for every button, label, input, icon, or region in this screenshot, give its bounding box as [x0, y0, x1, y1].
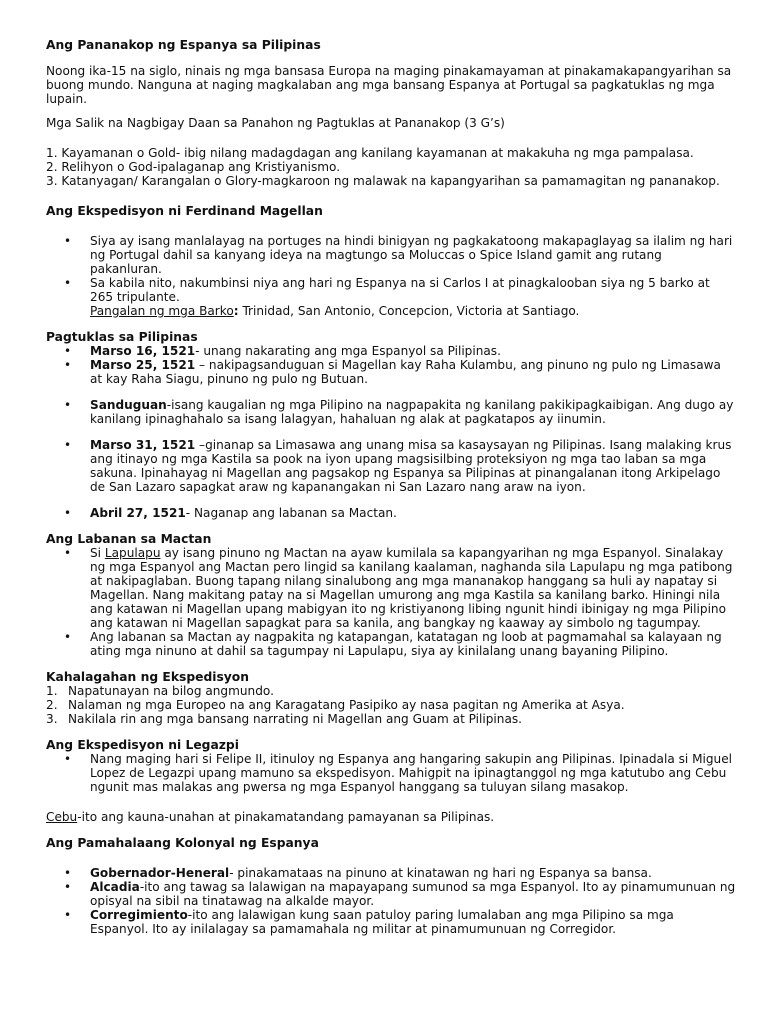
- factors-heading: Mga Salik na Nagbigay Daan sa Panahon ng Pagtuklas at Pananakop (3 G’s): [46, 116, 505, 130]
- legazpi-heading: Ang Ekspedisyon ni Legazpi: [46, 738, 239, 752]
- cebu-text: -ito ang kauna-unahan at pinakamatandang pamayanan sa Pilipinas.: [77, 810, 495, 824]
- list-item: [46, 684, 736, 698]
- list-item: [46, 276, 736, 318]
- pagtuklas-heading: Pagtuklas sa Pilipinas: [46, 330, 198, 344]
- term-label: Corregimiento: [90, 908, 188, 922]
- kahalagahan-list: [46, 684, 736, 726]
- list-item: [46, 908, 736, 936]
- mactan-list: [46, 546, 736, 658]
- magellan-list: [46, 234, 736, 318]
- list-item: [46, 358, 736, 386]
- item-text: -ito ang lalawigan kung saan patuloy paring lumalaban ang mga Pilipino sa mga Espanyol. Ito ay inilalagay sa pamamahala ng militar at pinamumunuan ng Corregidor.: [90, 908, 674, 936]
- list-item: [46, 880, 736, 908]
- document-body: [46, 38, 736, 936]
- item-text: – nakipagsanduguan si Magellan kay Raha Kulambu, ang pinuno ng pulo ng Limasawa at kay Raha Siagu, pinuno ng pulo ng Butuan.: [90, 358, 721, 386]
- list-item: [46, 866, 736, 880]
- item-number: 2.: [46, 698, 58, 712]
- kahalagahan-heading: Kahalagahan ng Ekspedisyon: [46, 670, 250, 684]
- term-label: Sanduguan: [90, 398, 167, 412]
- factor-item: 1. Kayamanan o Gold- ibig nilang madagdagan ang kanilang kayamanan at makakuha ng mga pampalasa.: [46, 146, 694, 160]
- lapulapu-link: Lapulapu: [104, 546, 161, 560]
- factor-item: 2. Relihyon o God-ipalaganap ang Kristiyanismo.: [46, 160, 341, 174]
- ships-colon: :: [233, 304, 239, 318]
- item-text: -isang kaugalian ng mga Pilipino na nagpapakita ng kanilang pakikipagkaibigan. Ang dugo ay kanilang ipinaghahalo sa isang lalagyan, hahaluan ng alak at pagkatapos ay iinumin.: [90, 398, 734, 426]
- factors-list: [46, 146, 736, 188]
- item-text: –ginanap sa Limasawa ang unang misa sa kasaysayan ng Pilipinas. Isang malaking krus ang itinayo ng mga Kastila sa pook na iyon upang magsisilbing proteksiyon ng mga tao laban sa mga sakuna. Ipinahayag ni Magellan ang pagsakop ng Espanya sa Pilipinas at pinangalanan itong Arkipelago de San Lazaro sapagkat araw ng kapanangakan ni San Lazaro nang araw na iyon.: [90, 438, 732, 494]
- magellan-ships-text: Sa kabila nito, nakumbinsi niya ang hari ng Espanya na si Carlos I at pinagkalooban siya ng 5 barko at 265 tripulante.: [90, 276, 710, 304]
- item-text: - Naganap ang labanan sa Mactan.: [185, 506, 397, 520]
- ships-value: Trinidad, San Antonio, Concepcion, Victoria at Santiago.: [238, 304, 580, 318]
- item-text: Nalaman ng mga Europeo na ang Karagatang Pasipiko ay nasa pagitan ng Amerika at Asya.: [68, 698, 625, 712]
- cebu-label: Cebu: [46, 810, 78, 824]
- item-text: - pinakamataas na pinuno at kinatawan ng hari ng Espanya sa bansa.: [229, 866, 652, 880]
- item-text: Napatunayan na bilog angmundo.: [68, 684, 274, 698]
- magellan-heading: Ang Ekspedisyon ni Ferdinand Magellan: [46, 204, 323, 218]
- list-item: • Ang labanan sa Mactan ay nagpakita ng katapangan, katatagan ng loob at pagmamahal sa kalayaan ng ating mga ninuno at dahil sa tagumpay ni Lapulapu, siya ay kinilalang unang bayaning Pilipino.: [46, 630, 736, 658]
- item-text: Si: [90, 546, 105, 560]
- term-label: Alcadia: [90, 880, 140, 894]
- list-item: [46, 506, 736, 520]
- term-label: Gobernador-Heneral: [90, 866, 230, 880]
- intro-paragraph: Noong ika-15 na siglo, ninais ng mga bansasa Europa na maging pinakamayaman at pinakamakapangyarihan sa buong mundo. Nanguna at naging magkalaban ang mga bansang Espanya at Portugal sa pagkatuklas ng mga lupain.: [46, 64, 732, 106]
- date-label: Marso 25, 1521: [90, 358, 196, 372]
- mactan-heading: Ang Labanan sa Mactan: [46, 532, 212, 546]
- legazpi-list: [46, 752, 736, 794]
- list-item: [46, 344, 736, 358]
- list-item: [46, 438, 736, 494]
- item-text: ay isang pinuno ng Mactan na ayaw kumilala sa kapangyarihan ng mga Espanyol. Sinalakay ng mga Espanyol ang Mactan pero lingid sa kanilang kaalaman, naghanda sila Lapulapu ng mga patibong at nakipaglaban. Buong tapang nilang sinalubong ang mga mananakop hanggang sa huli ay napatay si Magellan. Nang makitang patay na si Magellan umurong ang mga Kastila sa kanilang barko. Hiningi nila ang katawan ni Magellan upang mabigyan ito ng kristiyanong libing ngunit hindi ibinigay ng mga Pilipino ang katawan ni Magellan sapagkat para sa kanila, ang bangkay ng kaaway ay simbolo ng tagumpay.: [90, 546, 733, 630]
- item-text: - unang nakarating ang mga Espanyol sa Pilipinas.: [195, 344, 501, 358]
- pamahalaan-heading: Ang Pamahalaang Kolonyal ng Espanya: [46, 836, 319, 850]
- list-item: [46, 698, 736, 712]
- item-text: Nakilala rin ang mga bansang narrating ni Magellan ang Guam at Pilipinas.: [68, 712, 523, 726]
- document-title: Ang Pananakop ng Espanya sa Pilipinas: [46, 38, 321, 52]
- ships-label: Pangalan ng mga Barko: [90, 304, 234, 318]
- date-label: Abril 27, 1521: [90, 506, 186, 520]
- cebu-paragraph: [46, 810, 736, 824]
- list-item: [46, 712, 736, 726]
- item-number: 3.: [46, 712, 58, 726]
- list-item: [46, 546, 736, 630]
- pamahalaan-list: [46, 866, 736, 936]
- list-item: [46, 398, 736, 426]
- date-label: Marso 31, 1521: [90, 438, 196, 452]
- factor-item: 3. Katanyagan/ Karangalan o Glory-magkaroon ng malawak na kapangyarihan sa pamamagitan ng pananakop.: [46, 174, 720, 188]
- date-label: Marso 16, 1521: [90, 344, 196, 358]
- item-text: -ito ang tawag sa lalawigan na mapayapang sumunod sa mga Espanyol. Ito ay pinamumunuan ng opisyal na sibil na tinatawag na alkalde mayor.: [90, 880, 736, 908]
- pagtuklas-list: [46, 344, 736, 520]
- list-item: • Siya ay isang manlalayag na portuges na hindi binigyan ng pagkakatoong makapaglayag sa ilalim ng hari ng Portugal dahil sa kanyang ideya na magtungo sa Moluccas o Spice Island gamit ang rutang pakanluran.: [46, 234, 736, 276]
- list-item: • Nang maging hari si Felipe II, itinuloy ng Espanya ang hangaring sakupin ang Pilipinas. Ipinadala si Miguel Lopez de Legazpi upang mamuno sa ekspedisyon. Mahigpit na ipinagtanggol ng mga katutubo ang Cebu ngunit mas malakas ang pwersa ng mga Espanyol hanggang sa tuluyan silang masakop.: [46, 752, 736, 794]
- item-number: 1.: [46, 684, 58, 698]
